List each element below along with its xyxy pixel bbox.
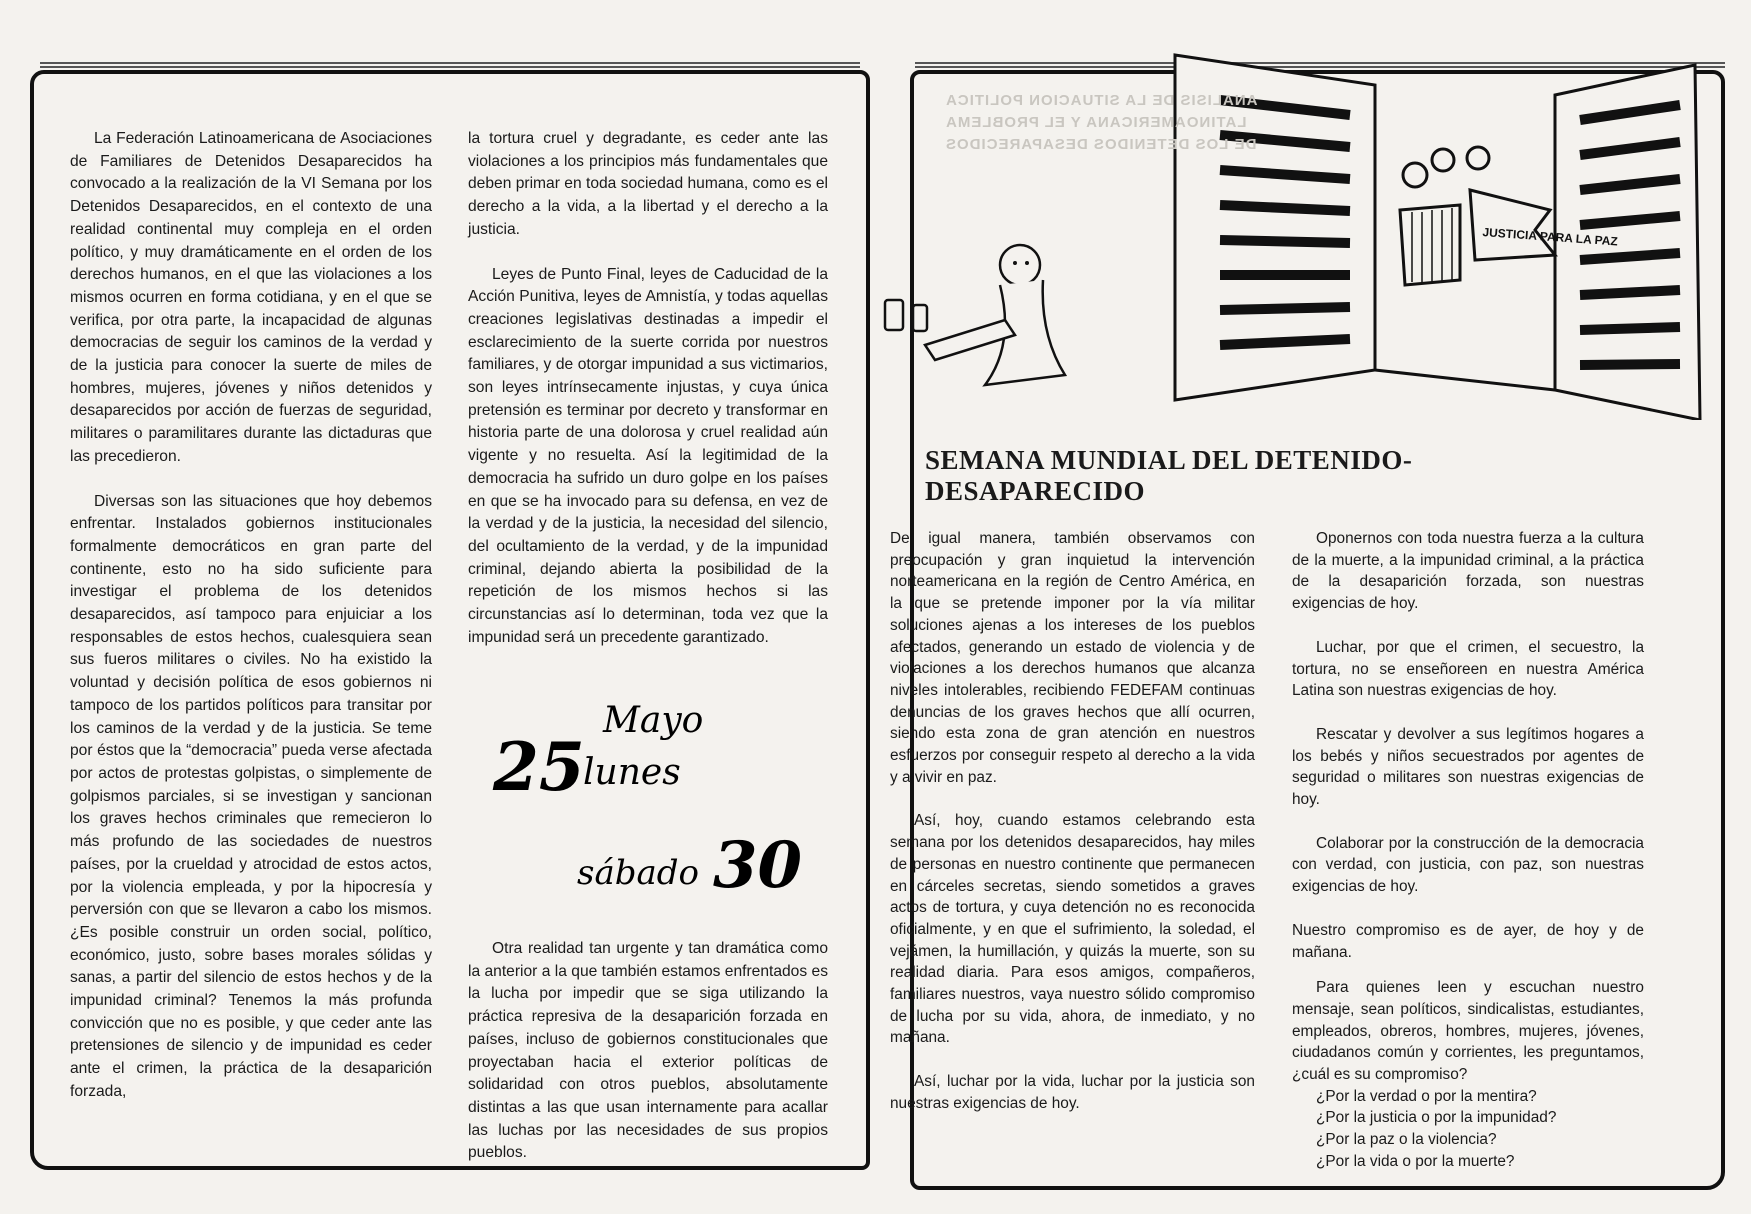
date-day2-name: sábado bbox=[577, 853, 699, 893]
banner-text: JUSTICIA PARA LA PAZ bbox=[1481, 225, 1619, 249]
right-column-2 bbox=[1292, 528, 1644, 1173]
right-col1-paragraph: Así, hoy, cuando estamos celebrando esta semana por los detenidos desaparecidos, hay miles de personas en nuestro continente que permanecen en cárceles secretas, siendo sometidos a graves actos de tortura, y cuya detención no es reconocida oficialmente, y en que el sufrimiento, la soledad, el vejámen, la humillación, y quizás la muerte, son su realidad diaria. Para esos amigos, compañeros, familiares nuestros, vaya nuestro sólido compromiso de lucha por su vida, ahora, de inmediato, y no mañana. bbox=[890, 812, 1255, 1047]
right-col2-paragraph: Luchar, por que el crimen, el secuestro, la tortura, no se enseñoreen en nuestra América Latina son nuestras exigencias de hoy. bbox=[1292, 638, 1644, 700]
left-col2-paragraph: Otra realidad tan urgente y tan dramática como la anterior a la que también estamos enfrentados es la lucha por impedir que se siga utilizando la práctica represiva de la desaparición forzada en países, incluso de gobiernos constitucionales que proyectaban hacia el exterior políticas de solidaridad con otros pueblos, absolutamente distintas a las que usan internamente para acallar las luchas por las necesidades de sus propios pueblos. bbox=[468, 940, 828, 1162]
question-line: ¿Por la vida o por la muerte? bbox=[1316, 1152, 1515, 1170]
left-column-2-lower bbox=[468, 938, 828, 1187]
painter-character-illustration bbox=[865, 225, 1105, 405]
left-col2-paragraph: Leyes de Punto Final, leyes de Caducidad de la Acción Punitiva, leyes de Amnistía, y todas aquellas creaciones legislativas destinadas a impedir el esclarecimiento de la suerte corrida por nuestros familiares, y de otorgar impunidad a sus victimarios, son leyes intrínsecamente injustas, y cuya única pretensión es terminar por decreto y transformar en historia parte de una dolorosa y cruel realidad aún vigente y no resuelta. Así la legitimidad de la democracia ha sufrido un duro golpe en los países en que se ha invocado para su defensa, en vez de la verdad y de la justicia, la necesidad del silencio, del ocultamiento de la verdad, y de la impunidad criminal, dejando abierta la posibilidad de la repetición de los mismos hechos si las circunstancias así lo determinan, toda vez que la impunidad será un precedente garantizado. bbox=[468, 265, 828, 646]
right-col2-paragraph: Nuestro compromiso es de ayer, de hoy y de mañana. bbox=[1292, 921, 1644, 961]
top-rule-left-2 bbox=[40, 66, 860, 68]
bleed-through-text: LATINOAMERICANA Y EL PROBLEMA bbox=[945, 114, 1247, 131]
right-col2-paragraph: Para quienes leen y escuchan nuestro mensaje, sean políticos, sindicalistas, estudiantes, empleados, obreros, hombres, mujeres, jóvenes, ciudadanos común y corrientes, les preguntamos, ¿cuál es su compromiso? bbox=[1292, 979, 1644, 1084]
bleed-through-text: ANALISIS DE LA SITUACION POLITICA bbox=[945, 92, 1258, 109]
page-title: SEMANA MUNDIAL DEL DETENIDO-DESAPARECIDO bbox=[925, 445, 1413, 506]
right-col2-paragraph: Colaborar por la construcción de la democracia con verdad, con justicia, con paz, son nuestras exigencias de hoy. bbox=[1292, 834, 1644, 896]
question-line: ¿Por la paz o la violencia? bbox=[1316, 1131, 1497, 1149]
top-rule-left bbox=[40, 62, 860, 64]
date-month: Mayo bbox=[603, 700, 704, 741]
date-day1-number: 25 bbox=[493, 728, 585, 806]
question-line: ¿Por la verdad o por la mentira? bbox=[1316, 1087, 1537, 1105]
bleed-through-text: DE LOS DETENIDOS DESAPARECIDOS bbox=[945, 136, 1257, 153]
question-line: ¿Por la justicia o por la impunidad? bbox=[1316, 1109, 1557, 1127]
right-col2-paragraph: Oponernos con toda nuestra fuerza a la cultura de la muerte, a la impunidad criminal, a la práctica de la desaparición forzada, son nuestras exigencias de hoy. bbox=[1292, 530, 1644, 613]
date-day2-number: 30 bbox=[713, 828, 803, 903]
left-col2-paragraph: la tortura cruel y degradante, es ceder ante las violaciones a los principios más fundamentales que deben primar en toda sociedad humana, como es el derecho a la vida, a la libertad y el derecho a la justicia. bbox=[468, 130, 828, 238]
left-col1-paragraph: La Federación Latinoamericana de Asociaciones de Familiares de Detenidos Desaparecidos ha convocado a la realización de la VI Semana por los Detenidos Desaparecidos, en el contexto de una realidad continental muy compleja en el orden político, y muy dramáticamente en el orden de los derechos humanos, en el que las violaciones a los mismos ocurren en forma cotidiana, y en el que se verifica, por otra parte, la incapacidad de algunas democracias de seguir los caminos de la verdad y de la justicia para conocer la suerte de miles de hombres, mujeres, jóvenes y niños detenidos y desaparecidos por acción de fuerzas de seguridad, militares o paramilitares durante las dictaduras que las precedieron. bbox=[70, 130, 432, 465]
right-column-1 bbox=[890, 528, 1255, 1137]
date-day1-name: lunes bbox=[583, 752, 681, 793]
right-col1-paragraph: De igual manera, también observamos con preocupación y gran inquietud la intervención norteamericana en la región de Centro América, en la que se pretende imponer por la vía militar soluciones ajenas a los intereses de los pueblos afectados, generando un estado de violencia y de violaciones a los derechos humanos que alcanza niveles intolerables, recibiendo FEDEFAM continuas denuncias de los graves hechos que allí ocurren, siendo esta zona de gran atención en nuestros esfuerzos por conseguir respeto al derecho a la vida y a vivir en paz. bbox=[890, 530, 1255, 786]
left-column-1 bbox=[70, 128, 432, 1126]
right-col1-paragraph: Así, luchar por la vida, luchar por la justicia son nuestras exigencias de hoy. bbox=[890, 1073, 1255, 1112]
right-col2-paragraph: Rescatar y devolver a sus legítimos hogares a los bebés y niños secuestrados por agentes de seguridad o militares son nuestras exigencias de hoy. bbox=[1292, 725, 1644, 809]
left-col1-paragraph: Diversas son las situaciones que hoy debemos enfrentar. Instalados gobiernos institucionales formalmente democráticos en gran parte del continente, esto no ha sido suficiente para investigar el problema de los detenidos desaparecidos, así tampoco para enjuiciar a los responsables de estos hechos, cualesquiera sean sus fueros militares o civiles. No ha existido la voluntad y decisión política de esos gobiernos ni tampoco de los partidos políticos para transitar por los caminos de la verdad y de la justicia. Se teme por éstos que la “democracia” pueda verse afectada por actos de protestas golpistas, o simplemente de golpismos parciales, si se investigan y sancionan los graves hechos criminales que remecieron lo más profundo de las sociedades de nuestros países, por la crueldad y atrocidad de estos actos, por la violencia empleada, y por la hipocresía y perversión con que se llevaron a cabo los mismos. ¿Es posible construir un orden social, político, económico, justo, sobre bases morales sólidas y sanas, a partir del silencio de estos hechos y de la impunidad criminal? Tenemos la más profunda convicción que no es posible, y que ceder ante las pretensiones de silencio y de impunidad es ceder ante el crimen, la práctica de la desaparición forzada, bbox=[70, 492, 432, 1100]
left-column-2 bbox=[468, 128, 828, 671]
